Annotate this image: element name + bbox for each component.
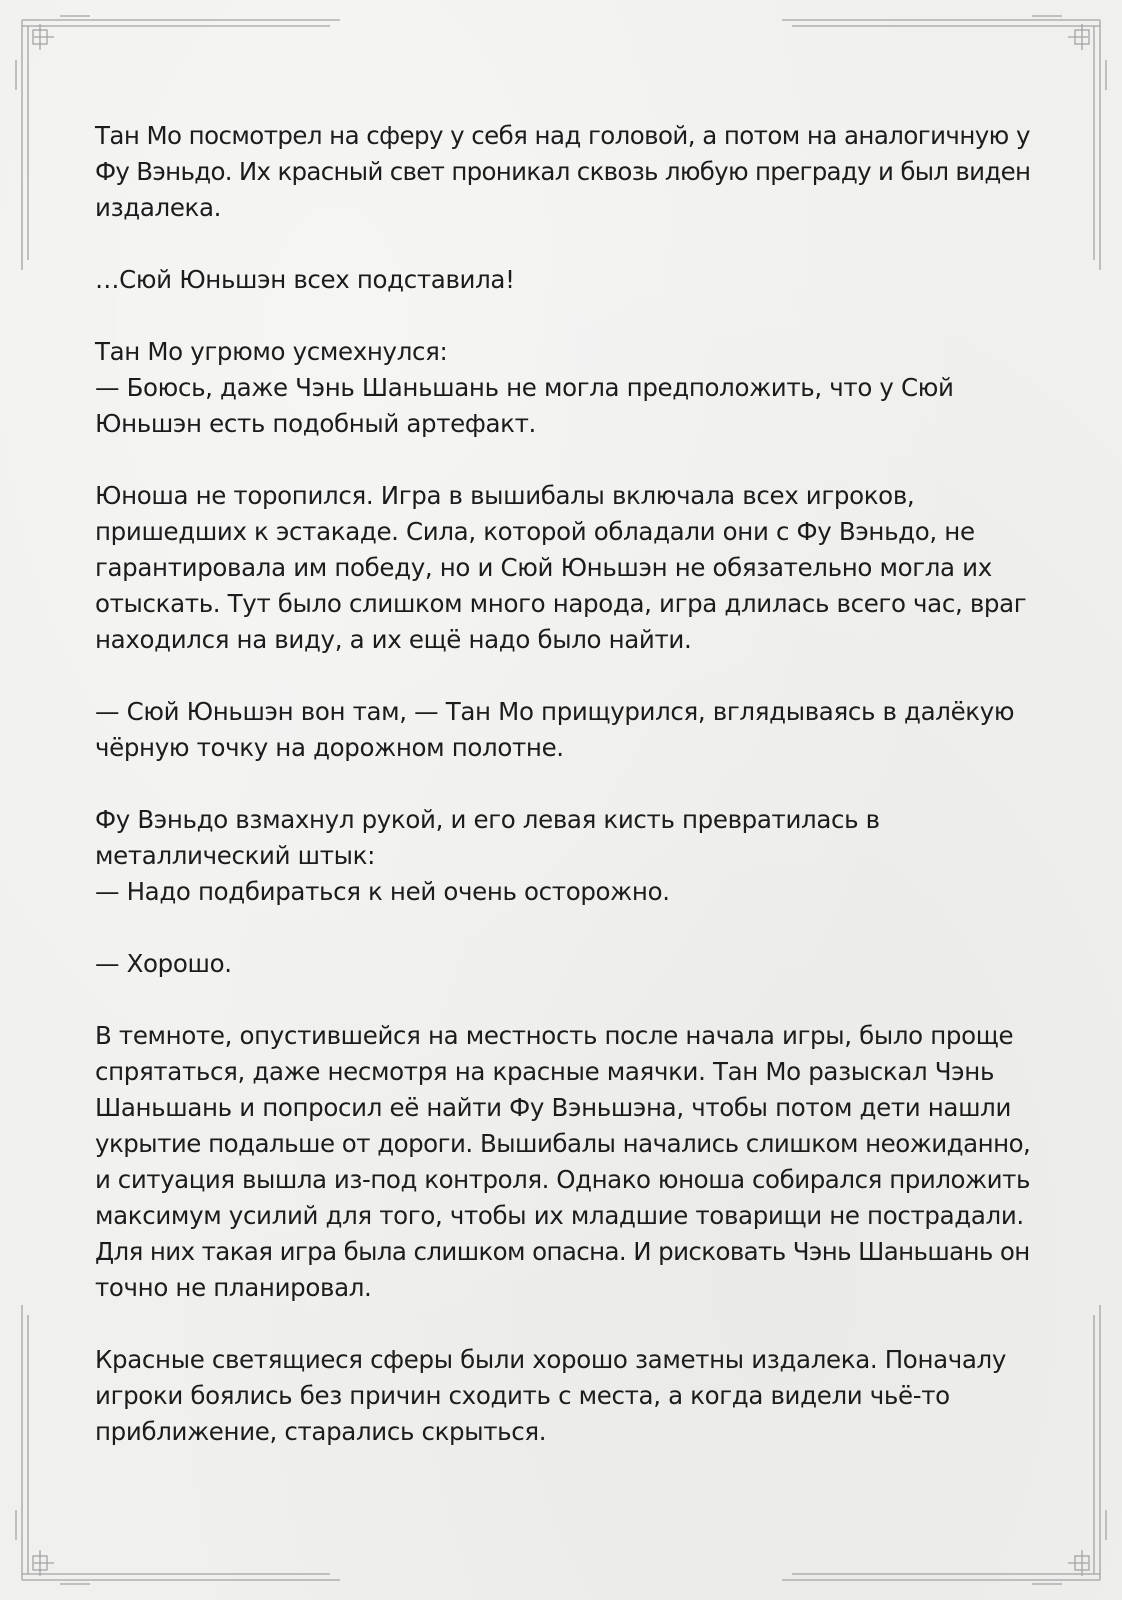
paragraph-8: [95, 1018, 1030, 1306]
text-line: укрытие подальше от дороги. Вышибалы начались слишком неожиданно,: [95, 1129, 1031, 1158]
text-line: — Надо подбираться к ней очень осторожно.: [95, 877, 670, 906]
text-line: — Хорошо.: [95, 949, 232, 978]
paragraph-9: [95, 1342, 1030, 1450]
text-line: Юньшэн есть подобный артефакт.: [95, 409, 536, 438]
text-line: точно не планировал.: [95, 1273, 372, 1302]
text-line: спрятаться, даже несмотря на красные маячки. Тан Мо разыскал Чэнь: [95, 1057, 995, 1086]
text-line: приближение, старались скрыться.: [95, 1417, 547, 1446]
text-line: В темноте, опустившейся на местность после начала игры, было проще: [95, 1021, 1014, 1050]
text-line: Для них такая игра была слишком опасна. И рисковать Чэнь Шаньшань он: [95, 1237, 1030, 1266]
text-line: максимум усилий для того, чтобы их младшие товарищи не пострадали.: [95, 1201, 1024, 1230]
text-line: и ситуация вышла из-под контроля. Однако юноша собирался приложить: [95, 1165, 1030, 1194]
paragraph-6: [95, 802, 1030, 910]
document-text: [95, 118, 1030, 1486]
text-line: издалека.: [95, 193, 222, 222]
text-line: находился на виду, а их ещё надо было найти.: [95, 625, 692, 654]
text-line: Красные светящиеся сферы были хорошо заметны издалека. Поначалу: [95, 1345, 1007, 1374]
text-line: Тан Мо угрюмо усмехнулся:: [95, 337, 448, 366]
text-line: — Боюсь, даже Чэнь Шаньшань не могла предположить, что у Сюй: [95, 373, 954, 402]
paragraph-1: [95, 118, 1030, 226]
paragraph-5: [95, 694, 1030, 766]
paragraph-7: [95, 946, 1030, 982]
paragraph-2: [95, 262, 1030, 298]
paragraph-4: [95, 478, 1030, 658]
text-line: Тан Мо посмотрел на сферу у себя над головой, а потом на аналогичную у: [95, 121, 1030, 150]
text-line: чёрную точку на дорожном полотне.: [95, 733, 564, 762]
text-line: Юноша не торопился. Игра в вышибалы включала всех игроков,: [95, 481, 915, 510]
text-line: пришедших к эстакаде. Сила, которой обладали они с Фу Вэньдо, не: [95, 517, 975, 546]
paragraph-3: [95, 334, 1030, 442]
text-line: гарантировала им победу, но и Сюй Юньшэн не обязательно могла их: [95, 553, 992, 582]
text-line: отыскать. Тут было слишком много народа, игра длилась всего час, враг: [95, 589, 1027, 618]
text-line: игроки боялись без причин сходить с места, а когда видели чьё-то: [95, 1381, 950, 1410]
text-line: Фу Вэньдо. Их красный свет проникал сквозь любую преграду и был виден: [95, 157, 1031, 186]
text-line: — Сюй Юньшэн вон там, — Тан Мо прищурился, вглядываясь в далёкую: [95, 697, 1015, 726]
text-line: Фу Вэньдо взмахнул рукой, и его левая кисть превратилась в: [95, 805, 880, 834]
text-line: Шаньшань и попросил её найти Фу Вэньшэна, чтобы потом дети нашли: [95, 1093, 1012, 1122]
text-line: …Сюй Юньшэн всех подставила!: [95, 265, 515, 294]
text-line: металлический штык:: [95, 841, 375, 870]
